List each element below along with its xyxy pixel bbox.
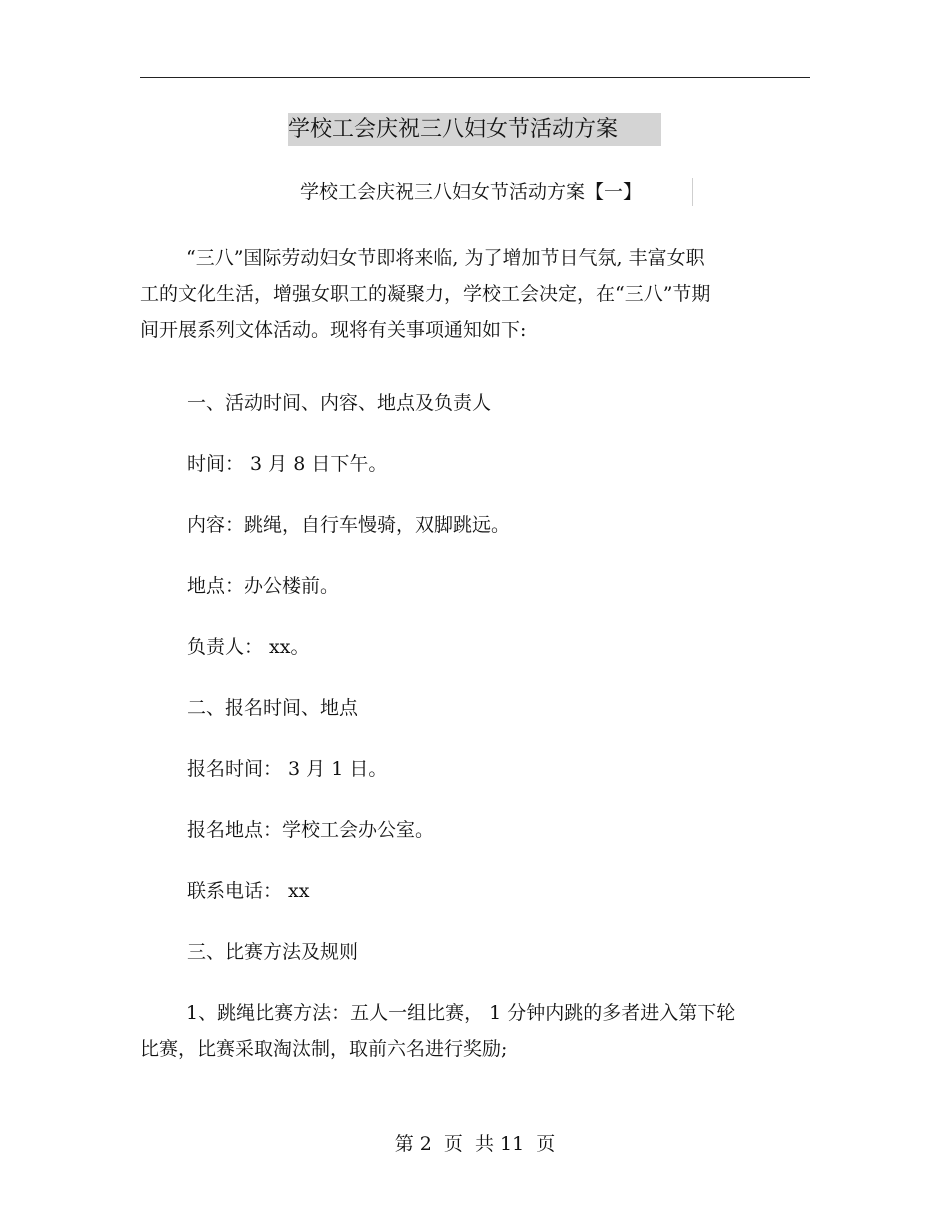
section-2-place: 报名地点：学校工会办公室。 (187, 819, 435, 841)
section-1-content: 内容：跳绳，自行车慢骑，双脚跳远。 (187, 514, 511, 536)
section-1-heading: 一、活动时间、内容、地点及负责人 (187, 392, 492, 414)
intro-line-1: “三八”国际劳动妇女节即将来临, 为了增加节日气氛, 丰富女职 (186, 247, 705, 269)
intro-line-3: 间开展系列文体活动。现将有关事项通知如下: (140, 319, 527, 341)
section-2-heading: 二、报名时间、地点 (187, 697, 359, 719)
intro-line-2: 工的文化生活，增强女职工的凝聚力，学校工会决定，在“三八”节期 (140, 283, 711, 305)
rule-1-paragraph (140, 995, 810, 1067)
rule-1-line-1: 1、跳绳比赛方法：五人一组比赛， 1 分钟内跳的多者进入第下轮 (186, 1002, 736, 1024)
document-subtitle: 学校工会庆祝三八妇女节活动方案【一】 (300, 178, 693, 206)
page-indicator: 第 2 页 共 11 页 (394, 1133, 556, 1155)
section-1-place: 地点：办公楼前。 (187, 575, 340, 597)
section-1-time: 时间： 3 月 8 日下午。 (187, 453, 388, 475)
intro-paragraph (140, 240, 810, 348)
section-3-heading: 三、比赛方法及规则 (187, 941, 359, 963)
section-1-person: 负责人： xx。 (187, 636, 310, 658)
document-title: 学校工会庆祝三八妇女节活动方案 (288, 113, 661, 146)
section-2-time: 报名时间： 3 月 1 日。 (187, 758, 388, 780)
section-2-phone: 联系电话： xx (187, 880, 310, 902)
rule-1-line-2: 比赛，比赛采取淘汰制，取前六名进行奖励; (140, 1038, 508, 1060)
header-rule (140, 77, 810, 78)
